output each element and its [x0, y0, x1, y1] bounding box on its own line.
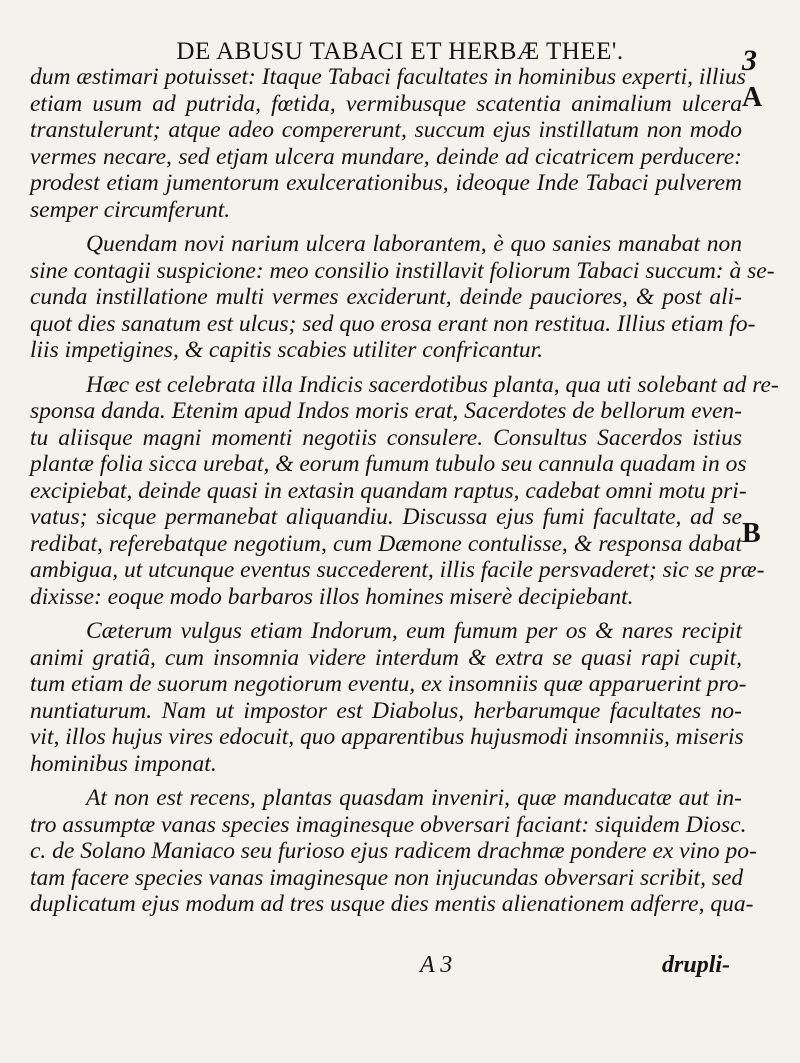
page-footer [0, 952, 800, 992]
paragraph [30, 618, 747, 777]
margin-letter-b: B [742, 518, 761, 549]
text-line: excipiebat, deinde quasi in extasin quandam raptus, cadebat omni motu pri- [30, 477, 747, 504]
text-line: semper circumferunt. [30, 196, 231, 223]
signature-mark: A 3 [420, 952, 453, 978]
text-line: tu aliisque magni momenti negotiis consulere. Consultus Sacerdos istius [30, 424, 742, 451]
text-line: sine contagii suspicione: meo consilio instillavit foliorum Tabaci succum: à se- [30, 257, 775, 284]
paragraph [30, 231, 775, 364]
running-header: DE ABUSU TABACI ET HERBÆ THEE'. [176, 38, 624, 65]
text-line: Quendam novi narium ulcera laborantem, è quo sanies manabat non [86, 231, 742, 257]
text-line: tum etiam de suorum negotiorum eventu, ex insomniis quæ apparuerint pro- [30, 671, 747, 697]
catchword: drupli- [662, 952, 731, 978]
text-line: hominibus imponat. [30, 750, 217, 777]
text-line: tam facere species vanas imaginesque non injucundas obversari scribit, sed [30, 864, 744, 891]
text-line: sponsa danda. Etenim apud Indos moris erat, Sacerdotes de bellorum even- [30, 398, 742, 424]
text-line: quot dies sanatum est ulcus; sed quo erosa erant non restitua. Illius etiam fo- [30, 310, 756, 337]
text-line: vatus; sicque permanebat aliquandiu. Discussa ejus fumi facultate, ad se [30, 504, 742, 530]
text-line: Hæc est celebrata illa Indicis sacerdotibus planta, qua uti solebant ad re- [86, 371, 779, 398]
text-line: redibat, referebatque negotium, cum Dæmone contulisse, & responsa dabat [30, 530, 742, 557]
text-line: etiam usum ad putrida, fœtida, vermibusque scatentia animalium ulcera [30, 90, 742, 117]
paragraph [30, 64, 746, 223]
paragraph [30, 785, 757, 918]
text-line: prodest etiam jumentorum exulcerationibus, ideoque Inde Tabaci pulverem [30, 170, 742, 196]
text-line: tro assumptæ vanas species imaginesque obversari faciant: siquidem Diosc. [30, 811, 747, 838]
text-line: At non est recens, plantas quasdam inveniri, quæ manducatæ aut in- [86, 785, 742, 811]
text-line: duplicatum ejus modum ad tres usque dies mentis alienationem adferre, qua- [30, 891, 754, 917]
text-line: plantæ folia sicca urebat, & eorum fumum tubulo seu cannula quadam in os [30, 451, 747, 477]
text-line: c. de Solano Maniaco seu furioso ejus radicem drachmæ pondere ex vino po- [30, 838, 757, 864]
text-line: animi gratiâ, cum insomnia videre interdum & extra se quasi rapi cupit, [30, 644, 742, 671]
text-line: vermes necare, sed etjam ulcera mundare, deinde ad cicatricem perducere: [30, 143, 742, 170]
text-line: liis impetigines, & capitis scabies utiliter confricantur. [30, 337, 544, 363]
paragraph [30, 371, 779, 611]
text-line: vit, illos hujus vires edocuit, quo apparentibus hujusmodi insomniis, miseris [30, 724, 744, 750]
text-line: dum æstimari potuisset: Itaque Tabaci facultates in hominibus experti, illius [30, 64, 746, 90]
body-text [30, 64, 779, 926]
text-line: dixisse: eoque modo barbaros illos homines miserè decipiebant. [30, 583, 634, 610]
text-line: transtulerunt; atque adeo compererunt, succum ejus instillatum non modo [30, 117, 742, 143]
text-line: cunda instillatione multi vermes exciderunt, deinde pauciores, & post ali- [30, 284, 742, 310]
margin-letter-a: A [742, 82, 763, 113]
text-line: ambigua, ut utcunque eventus succederent, illis facile persvaderet; sic se præ- [30, 557, 765, 583]
page-number: 3 [742, 44, 757, 77]
text-line: Cæterum vulgus etiam Indorum, eum fumum per os & nares recipit [86, 618, 742, 644]
text-line: nuntiaturum. Nam ut impostor est Diabolus, herbarumque facultates no- [30, 697, 742, 724]
